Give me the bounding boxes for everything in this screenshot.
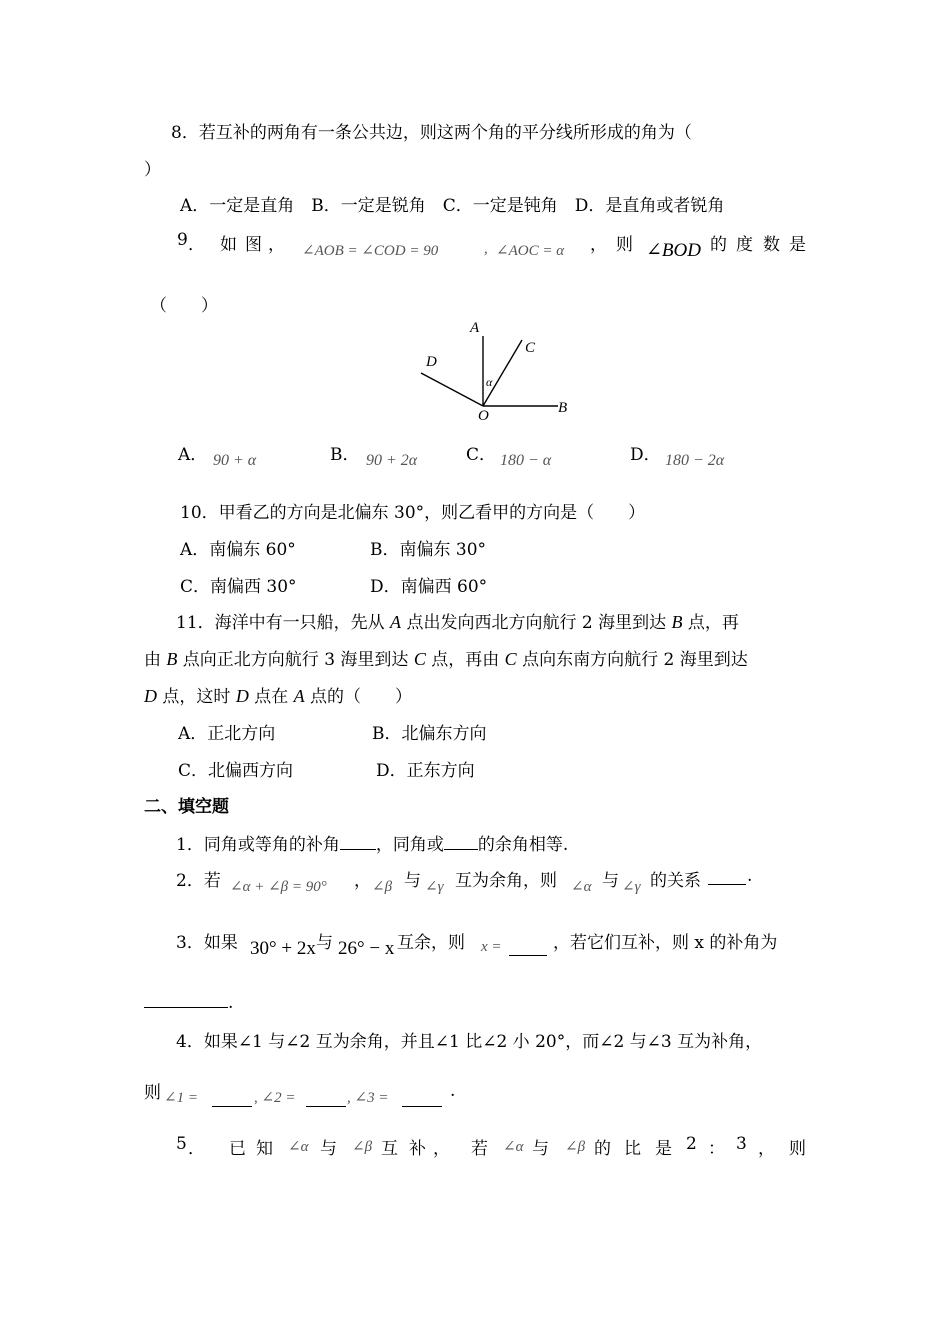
f1-text: 1．同角或等角的补角 [176,835,340,855]
f4-text: 则 [144,1083,161,1103]
q9-angle-figure [418,318,578,423]
q9-expr-aob-cod: ∠AOB = ∠COD = 90 [302,243,439,259]
answer-blank[interactable] [340,834,376,850]
f5-text: 的 [594,1139,611,1159]
q9-stem [0,230,950,270]
q11-text: 由 [144,650,167,670]
answer-blank[interactable] [402,1091,442,1107]
q9-comma: ， [590,235,607,255]
f1-line [176,830,568,855]
q8-text: 8．若互补的两角有一条公共边，则这两个角的平分线所形成的角为（ [171,123,692,143]
answer-blank[interactable] [708,869,746,885]
q11-text: 点向正北方向航行 3 海里到达 [177,650,414,670]
f5-expr: ∠β [565,1139,586,1155]
f5-text: 互 [381,1139,398,1159]
f5-line [0,1134,950,1168]
q9-option-d-label: D． [630,445,661,465]
q9-word: 如 [220,235,237,255]
f2-expr: ∠β [372,879,393,895]
f2-text: 与 [602,871,619,891]
f5-text: ， [433,1139,450,1159]
q9-number: 9 [177,230,188,250]
point-c: C [504,649,517,669]
label-a: A [470,320,480,336]
label-alpha: α [486,375,493,389]
f5-text: 已 [229,1139,246,1159]
q11-line-1 [176,608,739,633]
point-a: A [293,686,305,706]
f5-text: 与 [320,1139,337,1159]
q11-line-3 [144,682,412,707]
f2-text: ， [354,871,371,891]
f2-expr: ∠γ [622,879,641,895]
q11-text: 点，再 [682,613,739,633]
f5-text: 知 [256,1139,273,1159]
point-d: D [144,686,157,706]
f5-text: 5 [176,1134,187,1154]
q9-options [0,440,950,480]
q11-text: 点的（ ） [304,687,413,707]
q11-text: 点在 [248,687,294,707]
q11-option-c: C．北偏西方向 [178,761,294,781]
q9-word: 是 [789,235,806,255]
answer-blank[interactable] [444,834,478,850]
f3-expr: 26° − x [338,938,395,959]
f5-expr: ∠α [288,1139,309,1155]
q10-option-a: A．南偏东 60° [180,540,296,560]
f2-expr: ∠γ [425,879,444,895]
q10-option-b: B．南偏东 30° [370,540,487,560]
f5-text: 比 [624,1139,641,1159]
q11-text: 11．海洋中有一只船，先从 [176,613,391,633]
f2-line [0,866,950,900]
f5-text: ， [758,1139,775,1159]
point-b: B [671,612,683,632]
f4-expr: , ∠3 = [347,1090,389,1106]
q11-text: 点，这时 [157,687,236,707]
f3-text: ，若它们互补，则 x 的补角为 [553,933,778,953]
q9-paren: （ ） [150,296,218,316]
f5-text: 则 [789,1139,806,1159]
section-title: 二、填空题 [144,797,229,817]
f5-text: 是 [655,1139,672,1159]
f2-text: 的关系 [650,871,701,891]
q11-option-a: A．正北方向 [178,724,276,744]
q8-close-paren: ） [144,160,161,180]
f5-text: 补 [409,1139,426,1159]
f5-expr: ∠α [503,1139,524,1155]
f3-text: 3．如果 [176,933,238,953]
point-b: B [166,649,178,669]
q9-comma: ， [268,235,285,255]
f1-text: 的余角相等. [477,835,569,855]
f5-text: 若 [471,1139,488,1159]
ray-oc [483,340,522,406]
answer-blank[interactable] [212,1091,252,1107]
point-c: C [413,649,426,669]
q9-word: 度 [736,235,753,255]
f5-text: 3 [736,1134,747,1154]
q9-option-a: 90 + α [213,452,257,469]
q10-option-c: C．南偏西 30° [180,577,297,597]
f4-line-1: 4．如果∠1 与∠2 互为余角，并且∠1 比∠2 小 20°，而∠2 与∠3 互为补角， [176,1032,763,1052]
f4-text: . [450,1081,456,1101]
q9-sep: , [484,241,488,257]
f3-text: 与 [316,933,333,953]
q9-option-c-label: C． [466,445,497,465]
q11-option-d: D．正东方向 [376,761,475,781]
f5-text: 2 [686,1134,697,1154]
ray-od [421,373,483,406]
f2-expr: ∠α + ∠β = 90° [230,879,327,895]
f3-line-2 [144,992,233,1013]
label-o: O [478,408,489,423]
f2-expr: ∠α [571,879,592,895]
q9-option-a-label: A． [178,445,208,465]
f2-text: 与 [404,871,421,891]
q9-word: 则 [616,235,633,255]
q9-option-c: 180 − α [500,452,552,469]
f5-expr: ∠β [352,1139,373,1155]
label-d: D [426,354,437,370]
point-d: D [235,686,249,706]
label-b: B [558,400,568,416]
f5-text: ． [188,1139,205,1159]
q9-expr-aoc: ∠AOC = α [496,243,565,259]
q11-text: 点出发向西北方向航行 2 海里到达 [401,613,672,633]
q10-option-d: D．南偏西 60° [370,577,488,597]
f2-text: 2．若 [176,871,221,891]
q10-text: 10．甲看乙的方向是北偏东 30°，则乙看甲的方向是（ ） [180,503,646,523]
f3-line [0,928,950,962]
answer-blank[interactable] [509,940,547,956]
f3-expr: x = [481,939,502,955]
f5-text: 与 [532,1139,549,1159]
q8-options: A．一定是直角 B．一定是锐角 C．一定是钝角 D．是直角或者锐角 [180,196,725,216]
q9-word: 图 [245,235,262,255]
q9-option-b: 90 + 2α [366,452,418,469]
f3-text: 互余，则 [397,933,465,953]
q11-option-b: B．北偏东方向 [372,724,487,744]
q11-text: 点向东南方向航行 2 海里到达 [516,650,748,670]
q9-option-b-label: B． [330,445,360,465]
q11-text: 点，再由 [425,650,505,670]
f2-text: . [747,866,753,886]
f5-text: ： [708,1139,725,1159]
label-c: C [525,340,536,356]
f2-text: 互为余角，则 [455,871,557,891]
q9-expr-bod: ∠BOD [646,240,701,261]
f1-text: ，同角或 [375,835,444,855]
q9-option-d: 180 − 2α [665,452,725,469]
answer-blank[interactable] [144,992,228,1008]
f3-text: . [228,993,234,1013]
q9-word: 数 [763,235,780,255]
f4-line-2 [0,1078,950,1112]
q11-line-2 [144,645,748,670]
f4-expr: ∠1 = [164,1090,198,1106]
answer-blank[interactable] [306,1091,346,1107]
f4-expr: , ∠2 = [254,1090,296,1106]
point-a: A [390,612,402,632]
q9-word: 的 [710,235,727,255]
f3-expr: 30° + 2x [250,938,316,959]
q9-dot: ． [188,235,205,255]
